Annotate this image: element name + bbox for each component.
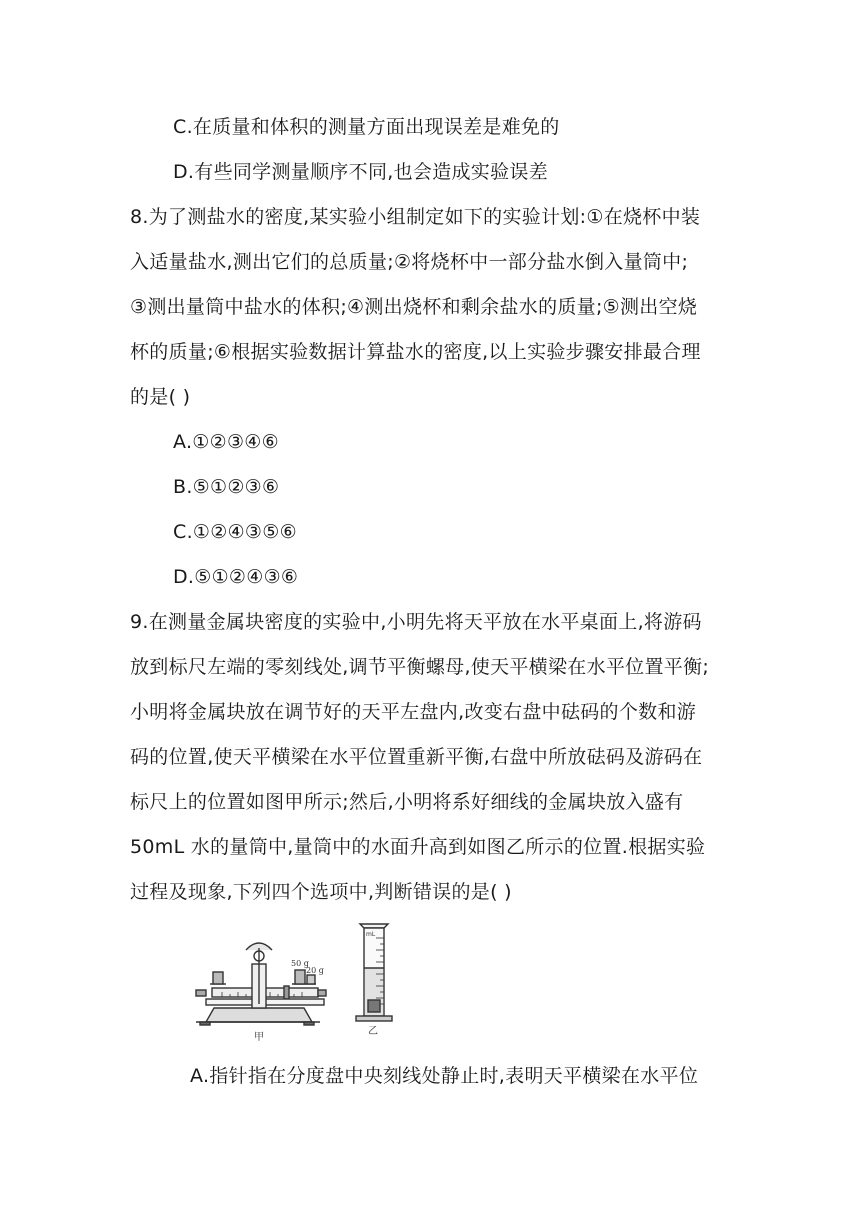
experiment-figure <box>192 918 424 1044</box>
weight-20g-label: 20 g <box>306 966 324 975</box>
option-d-q7: D.有些同学测量顺序不同,也会造成实验误差 <box>173 161 549 183</box>
question-9-line-1: 9.在测量金属块密度的实验中,小明先将天平放在水平桌面上,将游码 <box>130 611 702 633</box>
question-8-line-5: 的是( ) <box>130 386 191 408</box>
question-9-line-5: 标尺上的位置如图甲所示;然后,小明将系好细线的金属块放入盛有 <box>130 791 684 813</box>
figure-jia-label: 甲 <box>254 1032 264 1043</box>
question-9-line-2: 放到标尺左端的零刻线处,调节平衡螺母,使天平横梁在水平位置平衡; <box>130 656 710 678</box>
option-a-q9: A.指针指在分度盘中央刻线处静止时,表明天平横梁在水平位 <box>190 1065 699 1087</box>
option-a-q8: A.①②③④⑥ <box>173 431 279 453</box>
measuring-cylinder-drawing <box>356 924 392 1021</box>
option-d-q8: D.⑤①②④③⑥ <box>173 566 299 588</box>
weight-50g-label: 50 g <box>291 959 309 968</box>
balance-scale-drawing <box>196 943 326 1025</box>
option-c-q8: C.①②④③⑤⑥ <box>173 521 297 543</box>
figure-yi-label: 乙 <box>368 1026 378 1037</box>
cylinder-unit-label: mL <box>366 931 376 938</box>
option-b-q8: B.⑤①②③⑥ <box>173 476 280 498</box>
question-9-line-3: 小明将金属块放在调节好的天平左盘内,改变右盘中砝码的个数和游 <box>130 701 697 723</box>
question-9-line-7: 过程及现象,下列四个选项中,判断错误的是( ) <box>130 881 512 903</box>
question-8-line-4: 杯的质量;⑥根据实验数据计算盐水的密度,以上实验步骤安排最合理 <box>130 341 701 363</box>
question-9-line-4: 码的位置,使天平横梁在水平位置重新平衡,右盘中所放砝码及游码在 <box>130 746 703 768</box>
option-c-q7: C.在质量和体积的测量方面出现误差是难免的 <box>173 116 560 138</box>
question-8-line-3: ③测出量筒中盐水的体积;④测出烧杯和剩余盐水的质量;⑤测出空烧 <box>130 296 698 318</box>
balance-and-cylinder-diagram <box>192 918 424 1044</box>
question-9-line-6: 50mL 水的量筒中,量筒中的水面升高到如图乙所示的位置.根据实验 <box>130 836 706 858</box>
question-8-line-2: 入适量盐水,测出它们的总质量;②将烧杯中一部分盐水倒入量筒中; <box>130 251 689 273</box>
question-8-line-1: 8.为了测盐水的密度,某实验小组制定如下的实验计划:①在烧杯中装 <box>130 206 701 228</box>
